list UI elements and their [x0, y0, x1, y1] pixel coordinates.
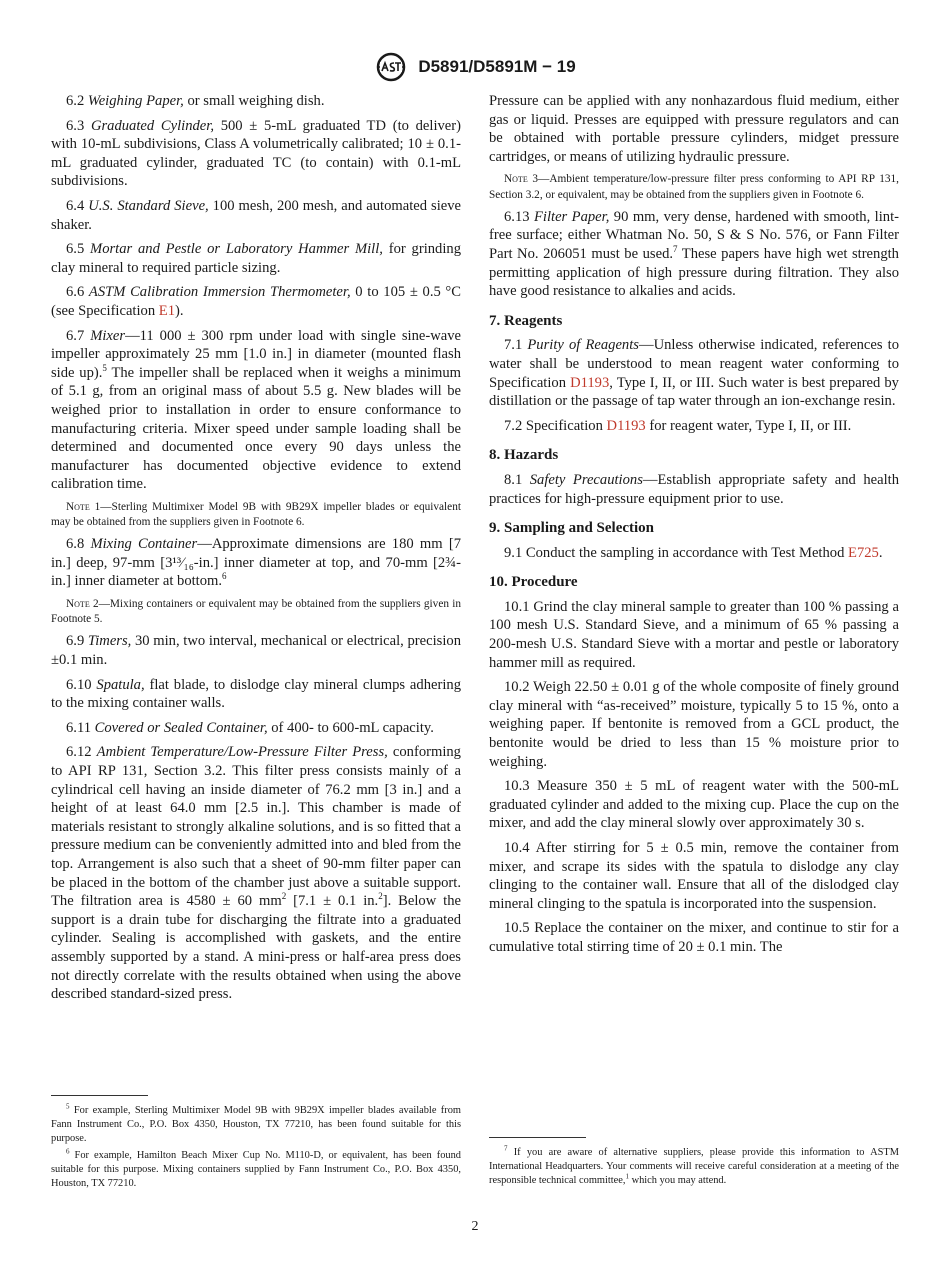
- note-1: Note 1—Sterling Multimixer Model 9B with 9B29X impeller blades or equivalent may be obtained from the suppliers given in Footnote 6.: [51, 500, 461, 529]
- section-6-4: 6.4 U.S. Standard Sieve, 100 mesh, 200 mesh, and automated sieve shaker.: [51, 197, 462, 233]
- section-10-5: 10.5 Replace the container on the mixer, and continue to stir for a cumulative total stirring time of 20 ± 0.1 min. The: [489, 920, 899, 955]
- page-number: 2: [471, 1219, 479, 1234]
- heading-reagents: 7. Reagents: [489, 312, 563, 329]
- astm-logo-icon: [374, 52, 408, 82]
- section-6-2: 6.2 Weighing Paper, or small weighing dish.: [66, 93, 325, 109]
- section-10-2: 10.2 Weigh 22.50 ± 0.01 g of the whole composite of finely ground clay mineral with “as-received” moisture, typically 5 to 15 %, onto a weighing paper. If bentonite is removed from a GCL product, the bentonite would be dried to less than 15 % moisture prior to weighing.: [489, 679, 899, 770]
- heading-procedure: 10. Procedure: [489, 574, 578, 591]
- section-10-1: 10.1 Grind the clay mineral sample to greater than 100 % passing a 100 mesh U.S. Standard Sieve, and a minimum of 65 % passing a 200-mesh U.S. Standard Sieve with a mortar and pestle or laboratory hammer mill as required.: [489, 598, 899, 671]
- footnotes-right: [489, 1146, 899, 1191]
- footnote-7: $^7$ If you are aware of alternative suppliers, please provide this information to ASTM International Headquarters. Your comments will receive careful consideration at a meeting of the responsible technical committee,$^1$ which you may attend.: [489, 1144, 899, 1187]
- link-e725[interactable]: E725: [848, 544, 879, 561]
- section-6-9: 6.9 Timers, 30 min, two interval, mechanical or electrical, precision ±0.1 min.: [51, 633, 461, 669]
- section-6-6: 6.6 ASTM Calibration Immersion Thermometer, 0 to 105 ± 0.5 °C (see Specification E1).: [51, 284, 461, 319]
- note-2: Note 2—Mixing containers or equivalent may be obtained from the suppliers given in Footnote 5.: [51, 598, 461, 626]
- section-6-7: 6.7 Mixer—11 000 ± 300 rpm under load with single sine-wave impeller approximately 25 mm [1.0 in.] in diameter (mounted flash side up).$^5$ The impeller shall be replaced when it weighs a minimum of 5.1 g, from an original mass of about 5.5 g. New blades will be weighed prior to installation in order to ensure conformance to manufacturing criteria. Mixer speed under sample loading shall be determined and documented once every 90 days unless the manufacturer has documented objective evidence to extend calibration time.: [51, 327, 462, 493]
- section-6-13: 6.13 Filter Paper, 90 mm, very dense, hardened with smooth, lint-free surface; either Whatman No. 50, S & S No. 576, or Fann Filter Part No. 206051 must be used.$^7$ These papers have high wet strength permitting application of high pressure during filtration. They also have good resistance to alkalies and acids.: [489, 208, 899, 300]
- footnote-rule-right: [489, 1137, 586, 1138]
- section-9-1: 9.1 Conduct the sampling in accordance with Test Method E725.: [504, 544, 883, 561]
- section-6-5: 6.5 Mortar and Pestle or Laboratory Hammer Mill, for grinding clay mineral to required particle sizing.: [51, 241, 461, 276]
- footnote-5: $^5$ For example, Sterling Multimixer Model 9B with 9B29X impeller blades available from Fann Instrument Co., P.O. Box 4350, Houston, TX 77210, has been found suitable for this purpose.: [51, 1102, 461, 1145]
- link-d1193[interactable]: D1193: [570, 374, 610, 391]
- section-8-1: 8.1 Safety Precautions—Establish appropriate safety and health practices for high-pressure equipment prior to use.: [489, 471, 900, 507]
- footnote-ref-5: 5: [102, 362, 107, 373]
- section-7-2: 7.2 Specification D1193 for reagent water, Type I, II, or III.: [504, 417, 852, 434]
- section-6-3: 6.3 Graduated Cylinder, 500 ± 5-mL graduated TD (to deliver) with 10-mL subdivisions, Class A volumetrically calibrated; 10 ± 0.1-mL graduated cylinder, graduated TC (to contain) with 0.1-mL subdivisions.: [51, 117, 461, 190]
- footnote-ref-6: 6: [222, 571, 227, 582]
- section-6-10: 6.10 Spatula, flat blade, to dislodge clay mineral clumps adhering to the mixing container walls.: [51, 676, 461, 712]
- footnote-rule-left: [51, 1095, 148, 1096]
- note-3: Note 3—Ambient temperature/low-pressure filter press conforming to API RP 131, Section 3.2, or equivalent, may be obtained from the suppliers given in Footnote 6.: [489, 173, 899, 201]
- section-6-11: 6.11 Covered or Sealed Container, of 400- to 600-mL capacity.: [66, 719, 434, 736]
- section-6-12: 6.12 Ambient Temperature/Low-Pressure Filter Press, conforming to API RP 131, Section 3.2. This filter press consists mainly of a cylindrical cell having an inside diameter of 76.2 mm [3 in.] and a height of at least 64.0 mm [2.5 in.]. This chamber is made of materials resistant to strongly alkaline solutions, and is so fitted that a pressure medium can be conveniently admitted into and bled from the top. Arrangement is also such that a sheet of 90-mm filter paper can be placed in the bottom of the chamber just above a suitable support. The filtration area is 4580 ± 60 $mm^2$ [7.1 ± 0.1 in.$^2$]. Below the support is a drain tube for discharging the filtrate into a graduated cylinder. Sealing is accomplished with gaskets, and the entire assembly supported by a stand. A mini-press or half-area press does not directly correlate with the results obtained when using the above described standard-sized press.: [51, 744, 461, 1003]
- section-7-1: 7.1 Purity of Reagents—Unless otherwise indicated, references to water shall be understood to mean reagent water conforming to Specification D1193, Type I, II, or III. Such water is best prepared by distillation or the passage of tap water through an ion-exchange resin.: [489, 337, 899, 410]
- section-6-8: 6.8 Mixing Container—Approximate dimensions are 180 mm [7 in.] deep, 97-mm [3¹³⁄₁₆-in.] inner diameter at top, and 70-mm [2¾-in.] inner diameter at bottom.$^6$: [51, 536, 461, 590]
- section-6-12-continued: Pressure can be applied with any nonhazardous fluid medium, either gas or liquid. Presses are equipped with pressure regulators and can be obtained with portable pressure cylinders, midget pressure cartridges, or means of utilizing hydraulic pressure.: [489, 93, 899, 165]
- link-e1[interactable]: E1: [158, 302, 176, 319]
- heading-sampling: 9. Sampling and Selection: [489, 520, 655, 537]
- section-10-3: 10.3 Measure 350 ± 5 mL of reagent water with the 500-mL graduated cylinder and added to the mixing cup. Place the cup on the mixer, and add the clay mineral slowly over approximately 30 s.: [489, 778, 899, 832]
- heading-hazards: 8. Hazards: [489, 447, 559, 464]
- page-header: [0, 52, 950, 82]
- link-d1193[interactable]: D1193: [606, 417, 646, 434]
- footnotes-left: [51, 1104, 461, 1193]
- footnote-6: $^6$ For example, Hamilton Beach Mixer Cup No. M110-D, or equivalent, has been found suitable for this purpose. Mixing containers supplied by Fann Instrument Co., P.O. Box 4350, Houston, TX 77210.: [51, 1147, 461, 1190]
- section-10-4: 10.4 After stirring for 5 ± 0.5 min, remove the container from mixer, and scrape its sides with the spatula to dislodge any clay clinging to the container wall. Ensure that all of the dislodged clay mineral clinging to the spatula is incorporated into the suspension.: [489, 840, 899, 912]
- right-column: [489, 92, 899, 963]
- standard-designation: D5891/D5891M − 19: [418, 57, 576, 76]
- footnote-ref-7: 7: [673, 244, 678, 255]
- left-column: [51, 92, 461, 1010]
